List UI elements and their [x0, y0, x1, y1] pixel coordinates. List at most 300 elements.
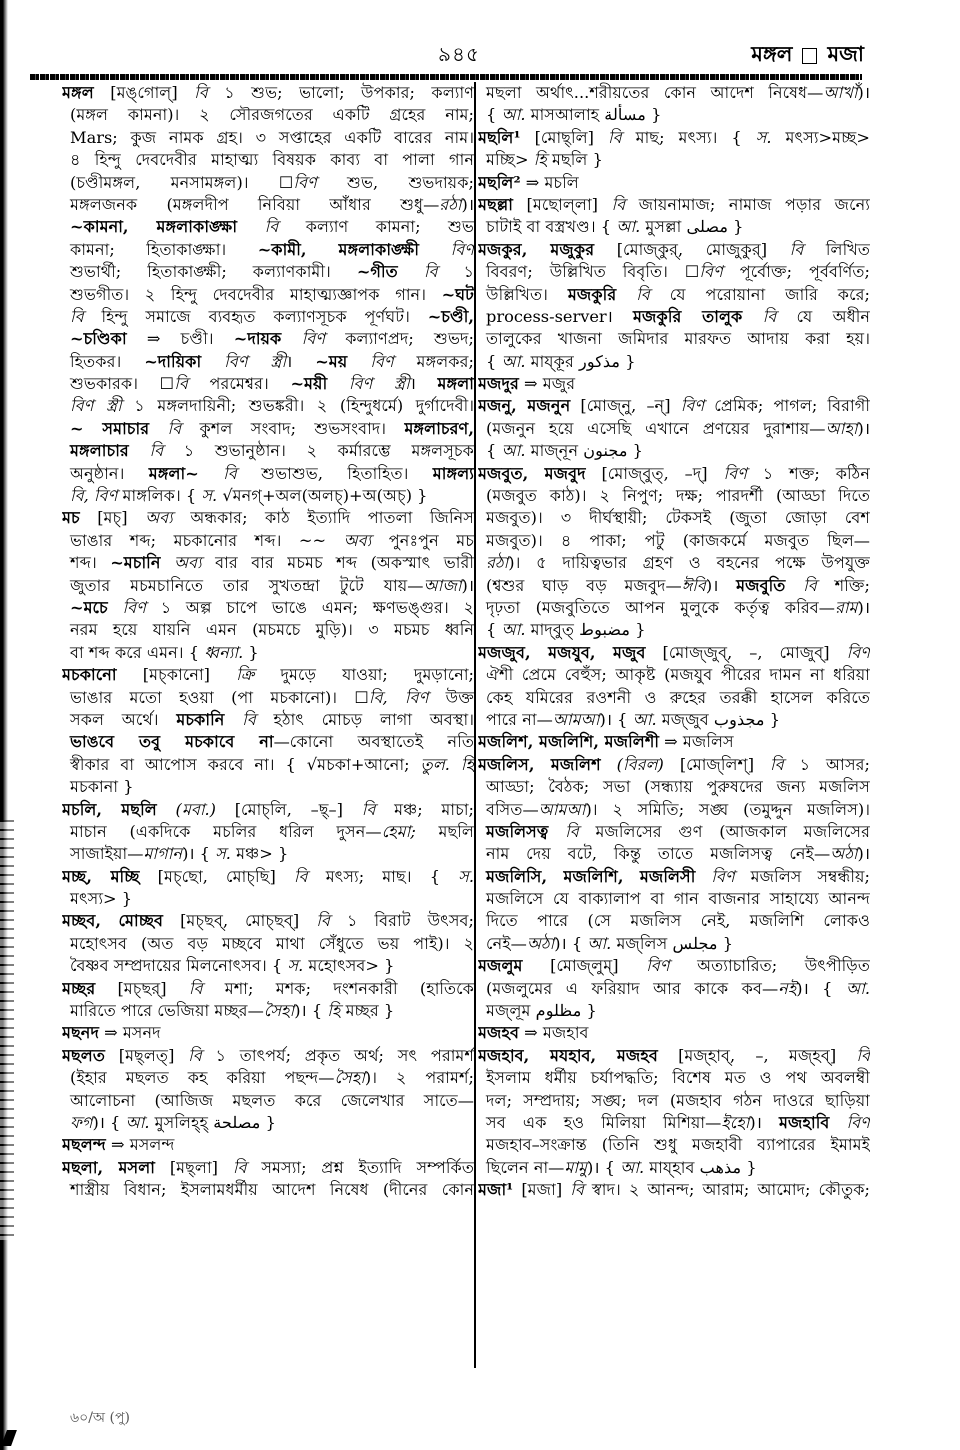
entry-headline [62, 1157, 474, 1179]
grammar-label: বি [611, 194, 626, 214]
entry-line [478, 664, 870, 686]
definition-text: ১ তাৎপর্য; প্রকৃত অর্থ; সৎ পরামর্শ [201, 1045, 474, 1065]
entry-line [62, 687, 474, 709]
definition-text: জায়নামাজ; নামাজ পড়ার জন্যে [625, 194, 870, 214]
grammar-label: আহা [825, 418, 858, 438]
entry-line [478, 619, 870, 641]
entry-headline [478, 1179, 870, 1201]
grammar-label: বি [188, 978, 203, 998]
grammar-label: বি [232, 1157, 247, 1177]
definition-text: স্বীকার বা আপোস করবে না। { √মচকা+আনো; [70, 754, 421, 774]
entry-headline [62, 1022, 474, 1044]
definition-text: )। ৫ দায়িত্বভার গ্রহণ ও বহনের পক্ষে উপযুক্ত [508, 553, 870, 573]
entry-line [62, 821, 474, 843]
definition-text [199, 464, 223, 483]
grammar-label: বি, বিণ [368, 687, 429, 707]
definition-text: ১ অল্প চাপে ভাঙে এমন; ক্ষণভঙ্গুর। ২ [145, 597, 474, 617]
entry-headline [62, 1045, 474, 1067]
definition-text: হিন্দু সমাজে ব্যবহৃত কল্যাণসূচক পূর্ণঘট। [83, 306, 428, 326]
definition-text: [মছোল্‌লা] [513, 194, 612, 214]
definition-text: ঐশী প্রেমে বেহুঁস; আকৃষ্ট (মজযুব পীরের দামন না ধরিয়া [486, 665, 870, 685]
header-rule [30, 74, 862, 80]
grammar-label: আ. [616, 217, 641, 237]
running-head-first-word: মঙ্গল [751, 41, 793, 66]
headword: মচ্ছব, মোচ্ছব [62, 911, 164, 931]
entry-headline [478, 127, 870, 149]
definition-text: )। { [92, 1112, 126, 1132]
definition-text: ছিলেন না— [486, 1157, 565, 1177]
entry-line [478, 82, 870, 104]
grammar-label: বিণ [122, 597, 146, 617]
entry-line [478, 597, 870, 619]
entry-line [62, 1067, 474, 1089]
headword: মঙ্গলা~ [148, 463, 199, 483]
grammar-label: বি [636, 284, 650, 304]
definition-text: কেহ যমিরের রওশনী ও রুহের তরক্কী হাসেল করিতে [486, 687, 870, 707]
entry-headline [62, 1134, 474, 1156]
grammar-label: বিণ [680, 396, 705, 416]
headword: মচকানো [62, 665, 117, 685]
definition-text: শক্তি; [816, 575, 870, 595]
grammar-label: বি [70, 306, 84, 326]
headword: মছলন্দ [62, 1135, 106, 1155]
definition-text [347, 352, 370, 371]
definition-text: (মঙ্গল কামনা)। ২ সৌরজগতের একটি গ্রহের নাম; [70, 105, 474, 125]
definition-text: নরম হয়ে যায়নি এমন (মচমচে মুড়ি)। ৩ মচমচ ধ্বনি [70, 620, 474, 640]
definition-text: । [286, 351, 316, 371]
definition-text: পরমেশ্বর। [187, 374, 291, 394]
headword: মজকুরি [567, 284, 617, 304]
definition-text: শুভ, শুভদায়ক; [316, 172, 474, 192]
definition-text: মৎস্য> } [70, 889, 133, 909]
definition-text: যে পরোয়ানা জারি করে; [649, 284, 870, 304]
headword: ~চণ্ডিকা [70, 329, 127, 349]
grammar-label: বি [856, 1045, 870, 1065]
definition-text: মাদ্‌বুত্‌ مضبوط } [525, 620, 646, 640]
definition-text: [মঙ্‌গোল্] [93, 83, 195, 102]
definition-text: মহোৎসব (অত বড় মচ্ছবে মাথা সেঁধুতে ভয় পাই)। ২ [70, 933, 474, 953]
definition-text: )। { [294, 1001, 328, 1021]
definition-text: কামনা; হিতাকাঙ্ক্ষা। [70, 239, 258, 259]
grammar-label: আখাঁ [823, 83, 858, 102]
entry-line [478, 866, 870, 888]
grammar-label: আ. [845, 978, 870, 998]
entry-line [478, 507, 870, 529]
definition-text: । [409, 374, 438, 394]
definition-text: তালুকের খাজনা জমিদার মারফত আদায় করা হয়। [486, 329, 870, 349]
headword: ~মচানি [110, 553, 161, 573]
definition-text: ১ শক্ত; কঠিন [746, 463, 870, 483]
definition-text: [মছ্‌লত্‌] [105, 1045, 189, 1065]
definition-text: (শ্বশুর ঘাড় বড় মজবুদ— [486, 575, 682, 595]
definition-text: (মজনুন হয়ে এসেছি এখানে প্রণয়ের দুরাশায়— [486, 418, 826, 438]
headword: ~দায়ক [233, 329, 282, 349]
headword: ~গীত [356, 262, 398, 282]
headword: মজজুব, মজযুব, মজুব [478, 642, 646, 662]
definition-text: ৪ হিন্দু দেবদেবীর মাহাত্ম্য বিষয়ক কাব্য বা পালা গান [70, 150, 474, 170]
entry-line [62, 351, 474, 373]
entry-line [62, 530, 474, 552]
grammar-label: হি [533, 150, 547, 170]
entry-headline [478, 1045, 870, 1067]
grammar-label: বিণ [370, 351, 394, 371]
grammar-label: বিণ [846, 642, 870, 662]
grammar-label: বি [242, 709, 256, 729]
definition-text: মঙ্গলজনক (মঙ্গলদীপ নিবিয়া আঁধার শুধু— [70, 194, 440, 214]
entry-line [62, 440, 474, 462]
grammar-label: আজা [423, 575, 462, 595]
entry-line [478, 978, 870, 1000]
definition-text: )। ২ পরামর্শ; [364, 1068, 474, 1088]
entry-line [478, 1090, 870, 1112]
definition-text: মজ্‌জুব مجذوب } [656, 709, 781, 729]
definition-text: সাজাইয়া— [70, 844, 144, 864]
headword: মছনদ [62, 1023, 99, 1043]
entry-line [62, 575, 474, 597]
definition-text: ⇒ মজুর [518, 374, 576, 394]
definition-text: )। { [796, 978, 846, 998]
entry-line [478, 1067, 870, 1089]
headword: মজকুর, মজুকুর [478, 239, 595, 259]
definition-text [419, 240, 451, 259]
headword: মছল্লা [478, 194, 514, 214]
grammar-label: অঠা [526, 933, 555, 953]
definition-text: মারিতে পারে ভেজিয়া মচ্ছর— [70, 1001, 264, 1021]
definition-text: শব্দ। [70, 553, 111, 573]
definition-text: ১ শুভানুষ্ঠান। ২ কর্মারম্ভে মঙ্গলসূচক [163, 441, 474, 461]
grammar-label: আ. [501, 105, 526, 125]
headword: ~ময়ী [290, 374, 328, 394]
grammar-label: স. [755, 127, 772, 147]
definition-text: মচকানা } [70, 777, 134, 797]
headword: ~কামী, মঙ্গলাকাঙ্ক্ষী [257, 239, 420, 259]
entry-line [62, 306, 474, 328]
grammar-label: স. [201, 486, 218, 506]
definition-text [108, 598, 123, 617]
headword: মজবুত, মজবুদ [478, 463, 586, 483]
grammar-label: হি [327, 1001, 341, 1021]
definition-text: মচ্ছি> [486, 150, 534, 170]
grammar-label: আ. [587, 933, 612, 953]
grammar-label: বি [264, 217, 279, 237]
headword: মজলিসত্ব [486, 821, 549, 841]
definition-text: √মনগ্‌+অল(অলচ্‌)+অ(অচ্‌) } [217, 486, 428, 506]
entry-line [62, 418, 474, 440]
entry-line [62, 642, 474, 664]
grammar-label: অব্য [173, 553, 202, 573]
definition-text: নেই— [486, 933, 527, 953]
grammar-label: বি [565, 821, 579, 841]
definition-text: কল্যাণ কামনা; শুভ [278, 217, 474, 237]
headword: মজলুম [478, 956, 523, 976]
definition-text: মছলি } [546, 150, 603, 170]
entry-line [62, 261, 474, 283]
definition-text: )। [461, 194, 474, 214]
entry-line [62, 1179, 474, 1201]
definition-text: বা শব্দ করে এমন। { [70, 642, 205, 662]
grammar-label: হেমা; [381, 821, 416, 841]
entry-line [478, 530, 870, 552]
grammar-label: মাগান [143, 844, 183, 864]
right-column [478, 82, 870, 1202]
definition-text: শুভাশুভ, হিতাহিত। [236, 463, 433, 483]
grammar-label: ধ্বন্যা. [204, 642, 244, 662]
column-divider [474, 82, 476, 1368]
grammar-label: বিণ [711, 866, 735, 886]
entry-line [62, 731, 474, 753]
grammar-label: অঠা [830, 844, 858, 864]
definition-text: )। { [599, 709, 633, 729]
headword: মজদুর [478, 374, 519, 394]
entry-line [62, 395, 474, 417]
definition-text: (মজবুত কাঠ)। ২ নিপুণ; দক্ষ; পারদর্শী (আড্ডা দিতে [486, 486, 870, 506]
definition-text: পারে না— [486, 709, 553, 729]
entry-line [62, 284, 474, 306]
definition-text: )। [461, 575, 474, 595]
definition-text: মঞ্চ; মাচা; [375, 799, 474, 819]
definition-text: [মছ্‌লা] [154, 1157, 233, 1177]
definition-text: পূর্বোক্ত; পূর্ববর্ণিত; [722, 262, 870, 282]
grammar-label: আ. [620, 1157, 645, 1177]
entry-line [62, 754, 474, 776]
headword: মজলিস, মজলিশ [478, 754, 601, 774]
definition-text: [মচ্‌কানো] [116, 665, 237, 685]
definition-text [160, 553, 173, 572]
definition-text: জুতার মচমচানিতে তার সুখতন্দ্রা টুটে যায়— [70, 575, 424, 595]
definition-text: ইসলাম ধর্মীয় চর্যাপদ্ধতি; বিশেষ মত ও পথ অবলম্বী [486, 1068, 870, 1088]
entry-line [62, 1112, 474, 1134]
entry-headline [62, 664, 474, 686]
grammar-label: নই [778, 978, 797, 998]
grammar-label: রাম [834, 597, 858, 617]
definition-text: অনুষ্ঠান। [70, 463, 149, 483]
grammar-label: ইহো [721, 1112, 750, 1132]
grammar-label: (বিরল) [616, 754, 664, 774]
grammar-label: বিণ স্ত্রী [224, 351, 287, 371]
page-number: ৯৪৫ [438, 42, 480, 66]
definition-text [157, 800, 176, 819]
definition-text: অন্ধকার; কাঠ ইত্যাদি পাতলা জিনিস [172, 508, 474, 528]
headword: মচ্ছর [62, 978, 96, 998]
entry-line [62, 619, 474, 641]
grammar-label: বি [361, 799, 376, 819]
entry-headline [478, 239, 870, 261]
definition-text: দুমড়ে যাওয়া; দুমড়ানো; [254, 665, 474, 685]
headword: ~কামনা, মঙ্গলাকাঙ্ক্ষা [70, 217, 238, 237]
definition-text: } [243, 642, 259, 662]
grammar-label: ক্রি [236, 665, 255, 685]
entry-line [478, 1157, 870, 1179]
grammar-label: বিণ [293, 172, 317, 192]
entry-headline [62, 799, 474, 821]
definition-text: ⇒ চণ্ডী। [126, 329, 234, 349]
headword: মছলি² [478, 172, 521, 192]
definition-text: ⇒ মসলন্দ [105, 1135, 175, 1155]
entry-headline [478, 373, 870, 395]
entry-headline [478, 642, 870, 664]
definition-text: উক্ত [428, 687, 474, 707]
headword: মচ্ছ, মচ্ছি [62, 866, 140, 886]
entry-line [478, 1112, 870, 1134]
definition-text: Mars; কুজ নামক গ্রহ। ৩ সপ্তাহের একটি বারের নাম। [70, 127, 474, 147]
definition-text: )। [857, 844, 870, 864]
definition-text: লিখিত [803, 239, 870, 259]
definition-text: ⇒ মজহাব [518, 1023, 589, 1043]
grammar-label: ফগ [70, 1112, 93, 1132]
definition-text: সমস্যা; প্রশ্ন ইত্যাদি সম্পর্কিত [246, 1157, 474, 1177]
definition-text [548, 822, 565, 841]
entry-line [62, 933, 474, 955]
definition-text: { [486, 105, 502, 125]
headword: মজহাবি [779, 1112, 830, 1132]
entry-line [62, 1000, 474, 1022]
entry-line [62, 955, 474, 977]
entry-line [478, 910, 870, 932]
grammar-label: আ. [501, 351, 526, 371]
definition-text: ১ [437, 262, 474, 282]
definition-text: process-server। [486, 306, 634, 326]
grammar-label: বি [194, 83, 208, 102]
definition-text: মাজ্‌নূন مجنون } [525, 441, 643, 461]
definition-text: [মোজ্‌নু, –ন্‌] [570, 396, 681, 416]
definition-text: )। { [587, 1157, 621, 1177]
entry-line [478, 328, 870, 350]
definition-text: [মোজ্‌জুব্‌, –, মোজুব্‌] [645, 642, 847, 662]
definition-text: )। { [554, 933, 588, 953]
grammar-label: বিণ [301, 329, 326, 349]
entry-line [478, 799, 870, 821]
grammar-label: সৈহা [334, 1068, 365, 1088]
grammar-label: বিণ [646, 956, 670, 976]
entry-line [62, 328, 474, 350]
entry-headline [62, 978, 474, 1000]
grammar-label: বিণ স্ত্রী [348, 374, 410, 394]
definition-text [601, 755, 617, 774]
definition-text: চাটাই বা বস্ত্রখণ্ড। { [486, 217, 617, 237]
definition-text: )। { [182, 844, 216, 864]
entry-headline [478, 172, 870, 194]
grammar-label: অব্য [343, 530, 372, 550]
definition-text: মজ্‌লূম مظلوم } [486, 1001, 597, 1021]
definition-text: মজলিসে যে বাক্যালাপ বা গান বাজনার সাহায্যে আনন্দ [486, 889, 870, 909]
entry-line [62, 149, 474, 171]
grammar-label: মামু [564, 1157, 588, 1177]
entry-line [478, 216, 870, 238]
definition-text: [মোজ্‌লুম্‌] [522, 956, 647, 976]
entry-line [478, 1134, 870, 1156]
definition-text: হঠাৎ মোচড় লাগা অবস্থা। [255, 709, 474, 729]
definition-text: ১ আসর; [783, 754, 870, 774]
entry-line [62, 888, 474, 910]
definition-text: মায্‌হাব مذهب } [644, 1157, 757, 1177]
entry-headline [478, 463, 870, 485]
definition-text: অত্যাচারিত; উৎপীড়িত [669, 956, 870, 976]
left-column [62, 82, 474, 1202]
grammar-label: বিণ [846, 1112, 870, 1132]
entry-line [62, 239, 474, 261]
definition-text: ⇒ মচলি [520, 172, 579, 192]
definition-text [829, 1113, 846, 1132]
definition-text: মছলা অর্থাৎ...শরীয়তের কোন আদেশ নিষেধ— [486, 83, 824, 102]
definition-text: কল্যাণপ্রদ; শুভদ; [325, 329, 474, 349]
definition-text: সকল অর্থে। [70, 709, 177, 729]
entry-line [62, 194, 474, 216]
headword: ভাঙবে তবু মচকাবে না [70, 732, 274, 752]
definition-text: শুভগীত। ২ হিন্দু দেবদেবীর মাহাত্ম্যজ্ঞাপক গান। [70, 284, 442, 304]
grammar-label: বি [293, 866, 308, 886]
grammar-label: বি [188, 1045, 202, 1065]
definition-text: মজবুত)। ৩ দীর্ঘস্থায়ী; টেকসই (জুতা জোড়া বেশ [486, 508, 870, 528]
definition-text: মজবুত)। ৪ পাকা; পটু (কাজকর্মে মজবুত ছিল— [486, 530, 870, 550]
definition-text: হিতকর। [70, 351, 145, 371]
definition-text: { [486, 351, 502, 371]
definition-text: [মোজ্‌বুত্‌, –দ্‌] [585, 463, 724, 483]
entry-line [478, 306, 870, 328]
definition-text: [মচ্‌] [79, 508, 146, 528]
definition-text: [মোজ্‌লিশ্‌] [663, 754, 771, 774]
definition-text: কুশল সংবাদ; শুভসংবাদ। [181, 418, 405, 438]
entry-line [478, 418, 870, 440]
entry-line [478, 552, 870, 574]
definition-text: বৈষ্ণব সম্প্রদায়ের মিলনোৎসব। { [70, 956, 288, 976]
entry-line [478, 687, 870, 709]
scan-edge-noise [0, 820, 14, 1240]
grammar-label: (মবা.) [175, 799, 216, 819]
grammar-label: বি [770, 754, 784, 774]
headword: মজলিসি, মজলিশি, মজলিসী [486, 866, 696, 886]
definition-text: মজ্‌লিস مجلس } [611, 933, 734, 953]
grammar-label: স. [215, 844, 231, 864]
definition-text [616, 285, 636, 304]
definition-text: সব এক হও মিলিয়া মিশিয়া— [486, 1112, 722, 1132]
headword: মজা¹ [478, 1180, 514, 1200]
definition-text: মজলিস সম্বন্ধীয়; [734, 866, 870, 886]
definition-text: [মচ্‌ছো, মোচ্‌ছি] [139, 866, 294, 886]
grammar-label: তুল. হি [420, 754, 474, 774]
definition-text: বার বার মচমচ শব্দ (অকস্মাৎ ভারী [201, 553, 474, 573]
running-head [751, 38, 864, 73]
definition-text: )। [857, 83, 870, 102]
definition-text: আলোচনা (আজিজ মছলত করে জেলেখার সাতে— [70, 1090, 474, 1110]
entry-line [478, 1000, 870, 1022]
definition-text: দৃঢ়তা (মজবুতিতে আপন মুলুকে কর্তৃত্ব করিব— [486, 597, 835, 617]
entry-line [478, 485, 870, 507]
entry-line [62, 373, 474, 395]
entry-line [478, 104, 870, 126]
entry-line [478, 351, 870, 373]
headword: ~ঘট [441, 284, 474, 304]
definition-text: উল্লিখিত। [486, 284, 568, 304]
definition-text: [মজ্‌হাব্‌, –, মজ্‌হব্‌] [657, 1045, 857, 1065]
entry-headline [478, 194, 870, 216]
definition-text: [মোচ্‌লি, –ছ্‌–] [216, 799, 362, 819]
definition-text: মাঙ্গলিক। { [117, 486, 202, 506]
definition-text: { [486, 441, 502, 461]
definition-text: মুসল্লা مصلى } [640, 217, 744, 237]
entry-line [62, 216, 474, 238]
definition-text: ভাঙার মতো হওয়া (পা মচকানো)। ☐ [70, 687, 369, 707]
entry-line [62, 552, 474, 574]
entry-line [478, 261, 870, 283]
headword: মজনু, মজনুন [478, 396, 571, 416]
definition-text [129, 441, 150, 460]
headword: মজলিশ, মজলিশি, মজলিশী [478, 732, 660, 752]
grammar-label: আ. [501, 441, 526, 461]
grammar-label: আমআ [538, 799, 586, 819]
definition-text: মহোৎসব> } [303, 956, 395, 976]
grammar-label: স. [287, 956, 304, 976]
definition-text: ⇒ মসনদ [98, 1023, 161, 1043]
